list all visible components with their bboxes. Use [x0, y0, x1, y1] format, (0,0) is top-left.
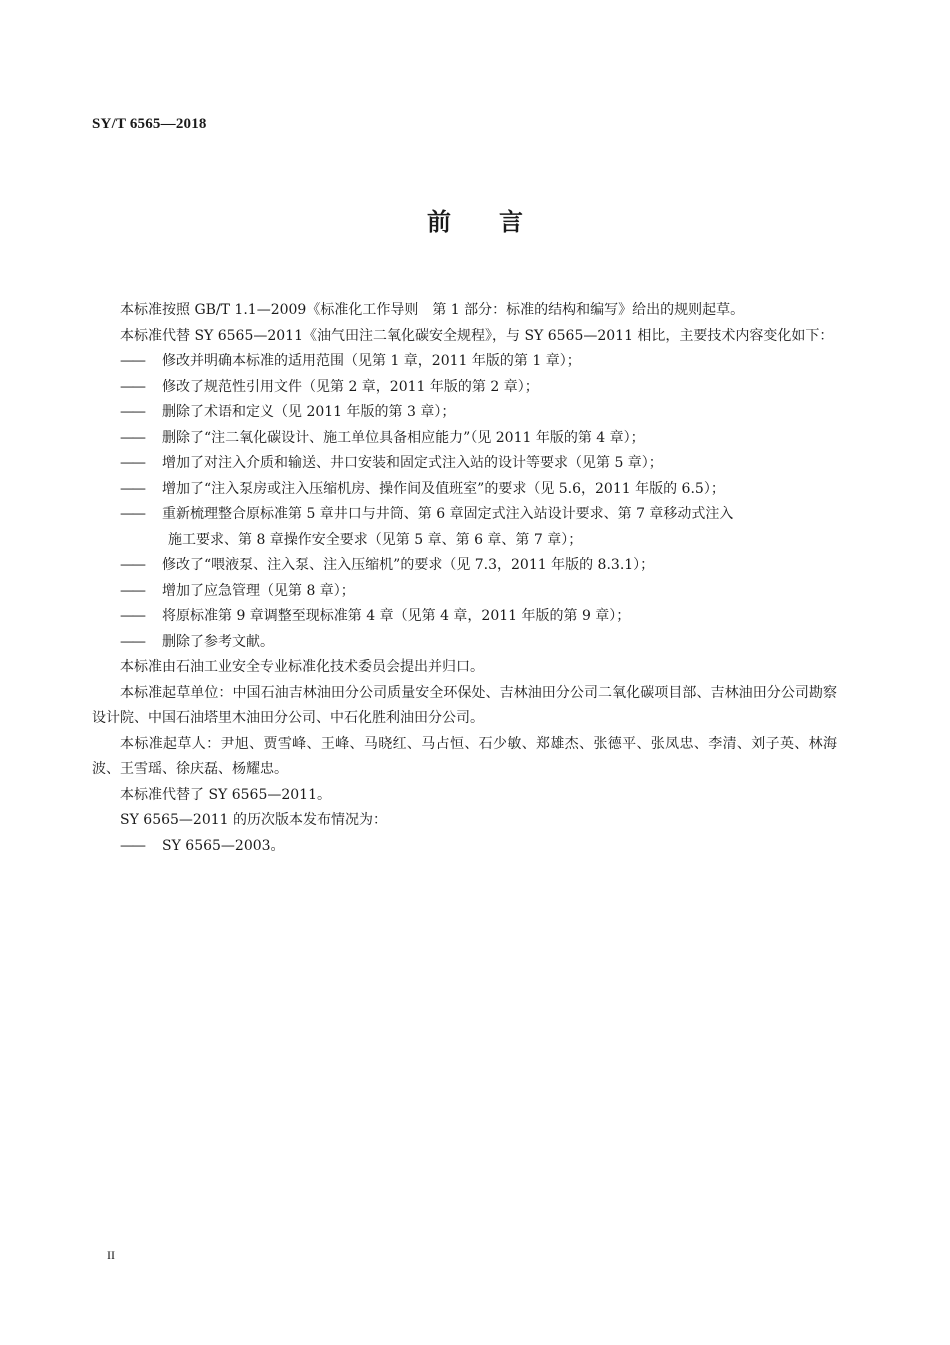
dash-mark: —— [120, 633, 144, 650]
change-item: —— 修改了“喂液泵、注入泵、注入压缩机”的要求（见 7.3，2011 年版的 8.3.1）； [92, 553, 837, 579]
change-item: —— 增加了对注入介质和输送、井口安装和固定式注入站的设计等要求（见第 5 章）； [92, 451, 837, 477]
page-number: II [107, 1248, 115, 1262]
dash-mark: —— [120, 837, 144, 854]
dash-mark: —— [120, 404, 144, 420]
change-item: —— 删除了参考文献。 [92, 630, 837, 656]
paragraph-replaces: 本标准代替了 SY 6565—2011。 [120, 786, 331, 803]
dash-mark: —— [120, 582, 144, 599]
paragraph-drafting-rules: 本标准按照 GB/T 1.1—2009《标准化工作导则 第 1 部分：标准的结构和编写》给出的规则起草。 [120, 302, 745, 318]
paragraph-replacement: 本标准代替 SY 6565—2011《油气田注二氧化碳安全规程》，与 SY 6565—2011 相比，主要技术内容变化如下： [120, 327, 834, 344]
change-item: —— 增加了“注入泵房或注入压缩机房、操作间及值班室”的要求（见 5.6，2011 年版的 6.5）； [92, 477, 837, 503]
change-item: —— 修改了规范性引用文件（见第 2 章，2011 年版的第 2 章）； [92, 375, 837, 401]
paragraph-history-intro: SY 6565—2011 的历次版本发布情况为： [120, 812, 387, 828]
title-char-1: 前 [427, 208, 451, 236]
dash-mark: —— [120, 378, 144, 395]
change-item: —— 删除了术语和定义（见 2011 年版的第 3 章）； [92, 400, 837, 426]
dash-mark: —— [120, 480, 144, 497]
foreword-body [92, 298, 837, 859]
change-item: —— 增加了应急管理（见第 8 章）； [92, 579, 837, 605]
change-item: —— 重新梳理整合原标准第 5 章井口与井筒、第 6 章固定式注入站设计要求、第 7 章移动式注入 施工要求、第 8 章操作安全要求（见第 5 章、第 6 章、第 7 章）； [92, 502, 837, 553]
document-code: SY/T 6565—2018 [92, 116, 207, 132]
title-char-2: 言 [499, 208, 523, 236]
paragraph-drafters: 本标准起草人：尹旭、贾雪峰、王峰、马晓红、马占恒、石少敏、郑雄杰、张德平、张凤忠、李清、刘子英、林海波、王雪瑶、徐庆磊、杨耀忠。 [92, 735, 837, 777]
dash-mark: —— [120, 455, 144, 471]
change-item: —— 删除了“注二氧化碳设计、施工单位具备相应能力”（见 2011 年版的第 4 章）； [92, 426, 837, 452]
paragraph-proposer: 本标准由石油工业安全专业标准化技术委员会提出并归口。 [120, 659, 484, 675]
change-item: —— 将原标准第 9 章调整至现标准第 4 章（见第 4 章，2011 年版的第 9 章）； [92, 604, 837, 630]
dash-mark: —— [120, 506, 144, 522]
page-title [0, 206, 950, 238]
dash-mark: —— [120, 429, 144, 446]
change-item-continuation: 施工要求、第 8 章操作安全要求（见第 5 章、第 6 章、第 7 章）； [168, 531, 583, 548]
change-item: —— 修改并明确本标准的适用范围（见第 1 章，2011 年版的第 1 章）； [92, 349, 837, 375]
history-item: —— SY 6565—2003。 [92, 834, 837, 860]
paragraph-drafting-units: 本标准起草单位：中国石油吉林油田分公司质量安全环保处、吉林油田分公司二氧化碳项目部、吉林油田分公司勘察设计院、中国石油塔里木油田分公司、中石化胜利油田分公司。 [92, 684, 837, 726]
dash-mark: —— [120, 608, 144, 624]
dash-mark: —— [120, 557, 144, 573]
dash-mark: —— [120, 353, 144, 369]
